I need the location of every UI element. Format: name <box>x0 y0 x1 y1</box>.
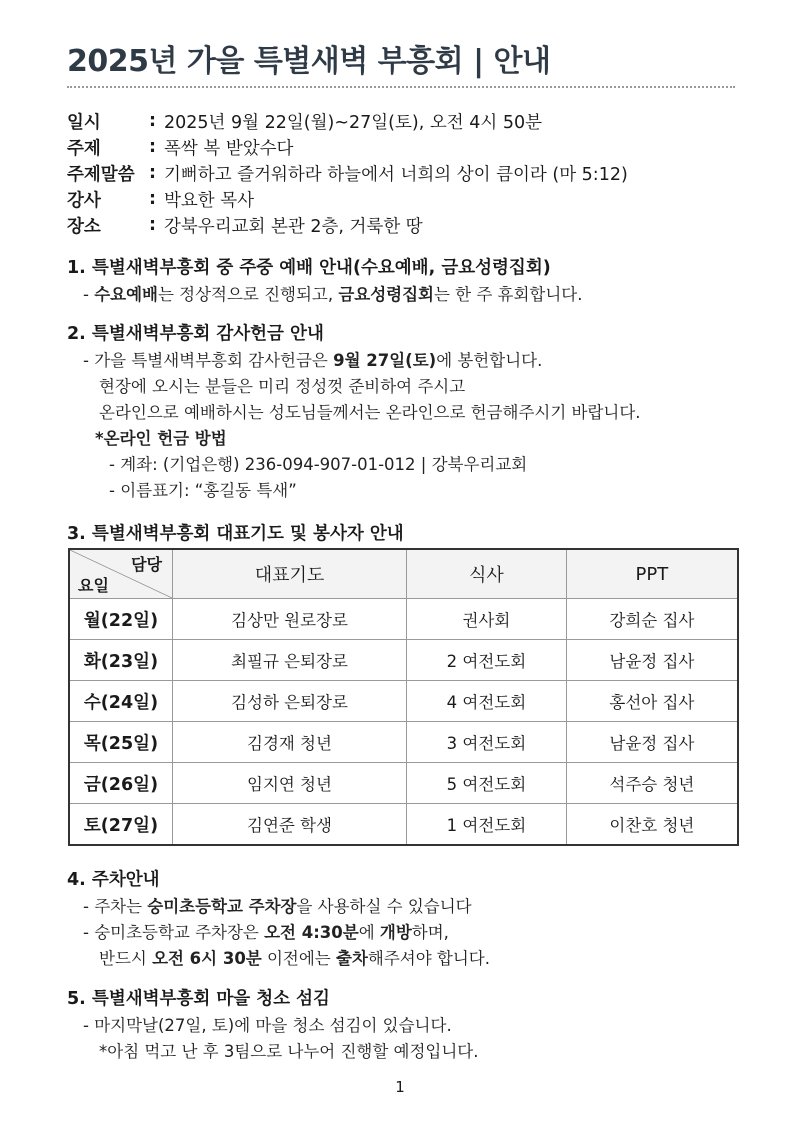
info-row-place <box>67 212 628 238</box>
info-label-theme <box>67 135 147 160</box>
info-label-place <box>67 213 147 238</box>
cell-prayer: 김경재 청년 <box>173 722 407 763</box>
info-colon: : <box>149 163 156 183</box>
info-row-scripture <box>67 160 628 186</box>
cell-meal: 권사회 <box>406 599 566 640</box>
text-bold: 오전 6시 30분 <box>152 949 262 968</box>
section-1 <box>67 254 582 308</box>
cell-day: 목(25일) <box>69 722 173 763</box>
table-row <box>69 763 738 804</box>
section-4 <box>67 866 490 972</box>
section-2-title: 2. 특별새벽부흥회 감사헌금 안내 <box>67 324 324 344</box>
cell-meal: 4 여전도회 <box>406 681 566 722</box>
table-row <box>69 722 738 763</box>
info-colon: : <box>149 137 156 157</box>
info-label-scripture <box>67 161 147 186</box>
text: - 숭미초등학교 주차장은 <box>83 923 265 942</box>
text-bold: 금요성령집회 <box>338 285 434 304</box>
section-3 <box>67 520 404 548</box>
table-row <box>69 640 738 681</box>
info-label-date <box>67 109 147 134</box>
info-label-scripture-text: 주제말씀 <box>67 164 135 185</box>
cell-ppt: 남윤정 집사 <box>566 722 738 763</box>
text: 하며, <box>411 923 449 942</box>
info-block <box>67 108 628 238</box>
cell-ppt: 강희순 집사 <box>566 599 738 640</box>
text: - 가을 특별새벽부흥회 감사헌금은 <box>83 351 334 370</box>
section-5-title: 5. 특별새벽부흥회 마을 청소 섬김 <box>67 989 330 1009</box>
table-row <box>69 804 738 846</box>
section-5 <box>67 985 479 1065</box>
cell-prayer: 최필규 은퇴장로 <box>173 640 407 681</box>
section-5-line: *아침 먹고 난 후 3팀으로 나누어 진행할 예정입니다. <box>99 1042 479 1061</box>
cell-meal: 2 여전도회 <box>406 640 566 681</box>
cell-meal: 5 여전도회 <box>406 763 566 804</box>
cell-day: 금(26일) <box>69 763 173 804</box>
cell-ppt: 남윤정 집사 <box>566 640 738 681</box>
text: 이전에는 <box>261 949 336 968</box>
text: - <box>83 285 95 304</box>
text-bold: 수요예배 <box>94 285 158 304</box>
info-colon: : <box>149 215 156 235</box>
text: 을 사용하실 수 있습니다 <box>296 897 472 916</box>
section-2 <box>67 320 641 504</box>
info-label-speaker-text: 강사 <box>67 190 101 211</box>
header-meal: 식사 <box>406 549 566 599</box>
page-number: 1 <box>395 1078 405 1096</box>
text: 는 한 주 휴회합니다. <box>433 285 583 304</box>
info-value-scripture: 기뻐하고 즐거워하라 하늘에서 너희의 상이 큼이라 (마 5:12) <box>164 164 628 185</box>
online-giving-title: *온라인 헌금 방법 <box>95 429 227 448</box>
text-bold: 9월 27일(토) <box>333 351 437 370</box>
cell-ppt: 이찬호 청년 <box>566 804 738 846</box>
cell-day: 월(22일) <box>69 599 173 640</box>
info-value-speaker: 박요한 목사 <box>164 190 255 211</box>
info-value-place: 강북우리교회 본관 2층, 거룩한 땅 <box>164 216 423 237</box>
info-colon: : <box>149 189 156 209</box>
section-2-line: 온라인으로 예배하시는 성도님들께서는 온라인으로 헌금해주시기 바랍니다. <box>99 403 641 422</box>
corner-label-day: 요일 <box>78 576 109 595</box>
text-bold: 개방 <box>379 923 412 942</box>
info-row-theme <box>67 134 628 160</box>
section-4-line <box>67 946 490 972</box>
section-3-title: 3. 특별새벽부흥회 대표기도 및 봉사자 안내 <box>67 524 404 544</box>
section-2-line: 현장에 오시는 분들은 미리 정성껏 준비하여 주시고 <box>99 377 466 396</box>
text: 해주셔야 합니다. <box>367 949 490 968</box>
cell-prayer: 김연준 학생 <box>173 804 407 846</box>
table-row <box>69 681 738 722</box>
info-row-speaker <box>67 186 628 212</box>
section-2-line <box>67 348 641 374</box>
info-label-place-text: 장소 <box>67 216 101 237</box>
section-1-title: 1. 특별새벽부흥회 중 주중 예배 안내(수요예배, 금요성령집회) <box>67 258 551 278</box>
info-colon: : <box>149 111 156 131</box>
section-4-line <box>67 920 490 946</box>
text: 는 정상적으로 진행되고, <box>157 285 339 304</box>
text: 에 <box>358 923 380 942</box>
cell-ppt: 석주승 청년 <box>566 763 738 804</box>
text-bold: 출차 <box>336 949 368 968</box>
cell-day: 화(23일) <box>69 640 173 681</box>
info-value-date: 2025년 9월 22일(월)~27일(토), 오전 4시 50분 <box>164 112 543 133</box>
title-divider <box>67 86 735 88</box>
text-bold: 오전 4:30분 <box>264 923 359 942</box>
table-corner-cell <box>69 549 173 599</box>
corner-label-role: 담당 <box>131 555 162 574</box>
cell-prayer: 김상만 원로장로 <box>173 599 407 640</box>
section-1-line <box>67 282 582 308</box>
text: 반드시 <box>99 949 153 968</box>
info-label-speaker <box>67 187 147 212</box>
section-4-title: 4. 주차안내 <box>67 870 160 890</box>
cell-meal: 3 여전도회 <box>406 722 566 763</box>
cell-day: 수(24일) <box>69 681 173 722</box>
section-4-line <box>67 894 490 920</box>
name-rule: - 이름표기: “홍길동 특새” <box>109 481 297 500</box>
info-label-date-text: 일시 <box>67 112 101 133</box>
cell-prayer: 임지연 청년 <box>173 763 407 804</box>
section-5-line: - 마지막날(27일, 토)에 마을 청소 섬김이 있습니다. <box>83 1016 452 1035</box>
table-row <box>69 599 738 640</box>
cell-day: 토(27일) <box>69 804 173 846</box>
text-bold: 숭미초등학교 주차장 <box>147 897 297 916</box>
header-ppt: PPT <box>566 549 738 599</box>
info-row-date <box>67 108 628 134</box>
page-title: 2025년 가을 특별새벽 부흥회 | 안내 <box>67 44 551 79</box>
service-table <box>68 548 739 846</box>
info-value-theme: 폭싹 복 받았수다 <box>164 138 294 159</box>
text: 에 봉헌합니다. <box>436 351 543 370</box>
cell-ppt: 홍선아 집사 <box>566 681 738 722</box>
info-label-theme-text: 주제 <box>67 138 101 159</box>
text: - 주차는 <box>83 897 148 916</box>
bank-account: - 계좌: (기업은행) 236-094-907-01-012 | 강북우리교회 <box>109 455 528 474</box>
table-header-row <box>69 549 738 599</box>
cell-meal: 1 여전도회 <box>406 804 566 846</box>
header-prayer: 대표기도 <box>173 549 407 599</box>
cell-prayer: 김성하 은퇴장로 <box>173 681 407 722</box>
